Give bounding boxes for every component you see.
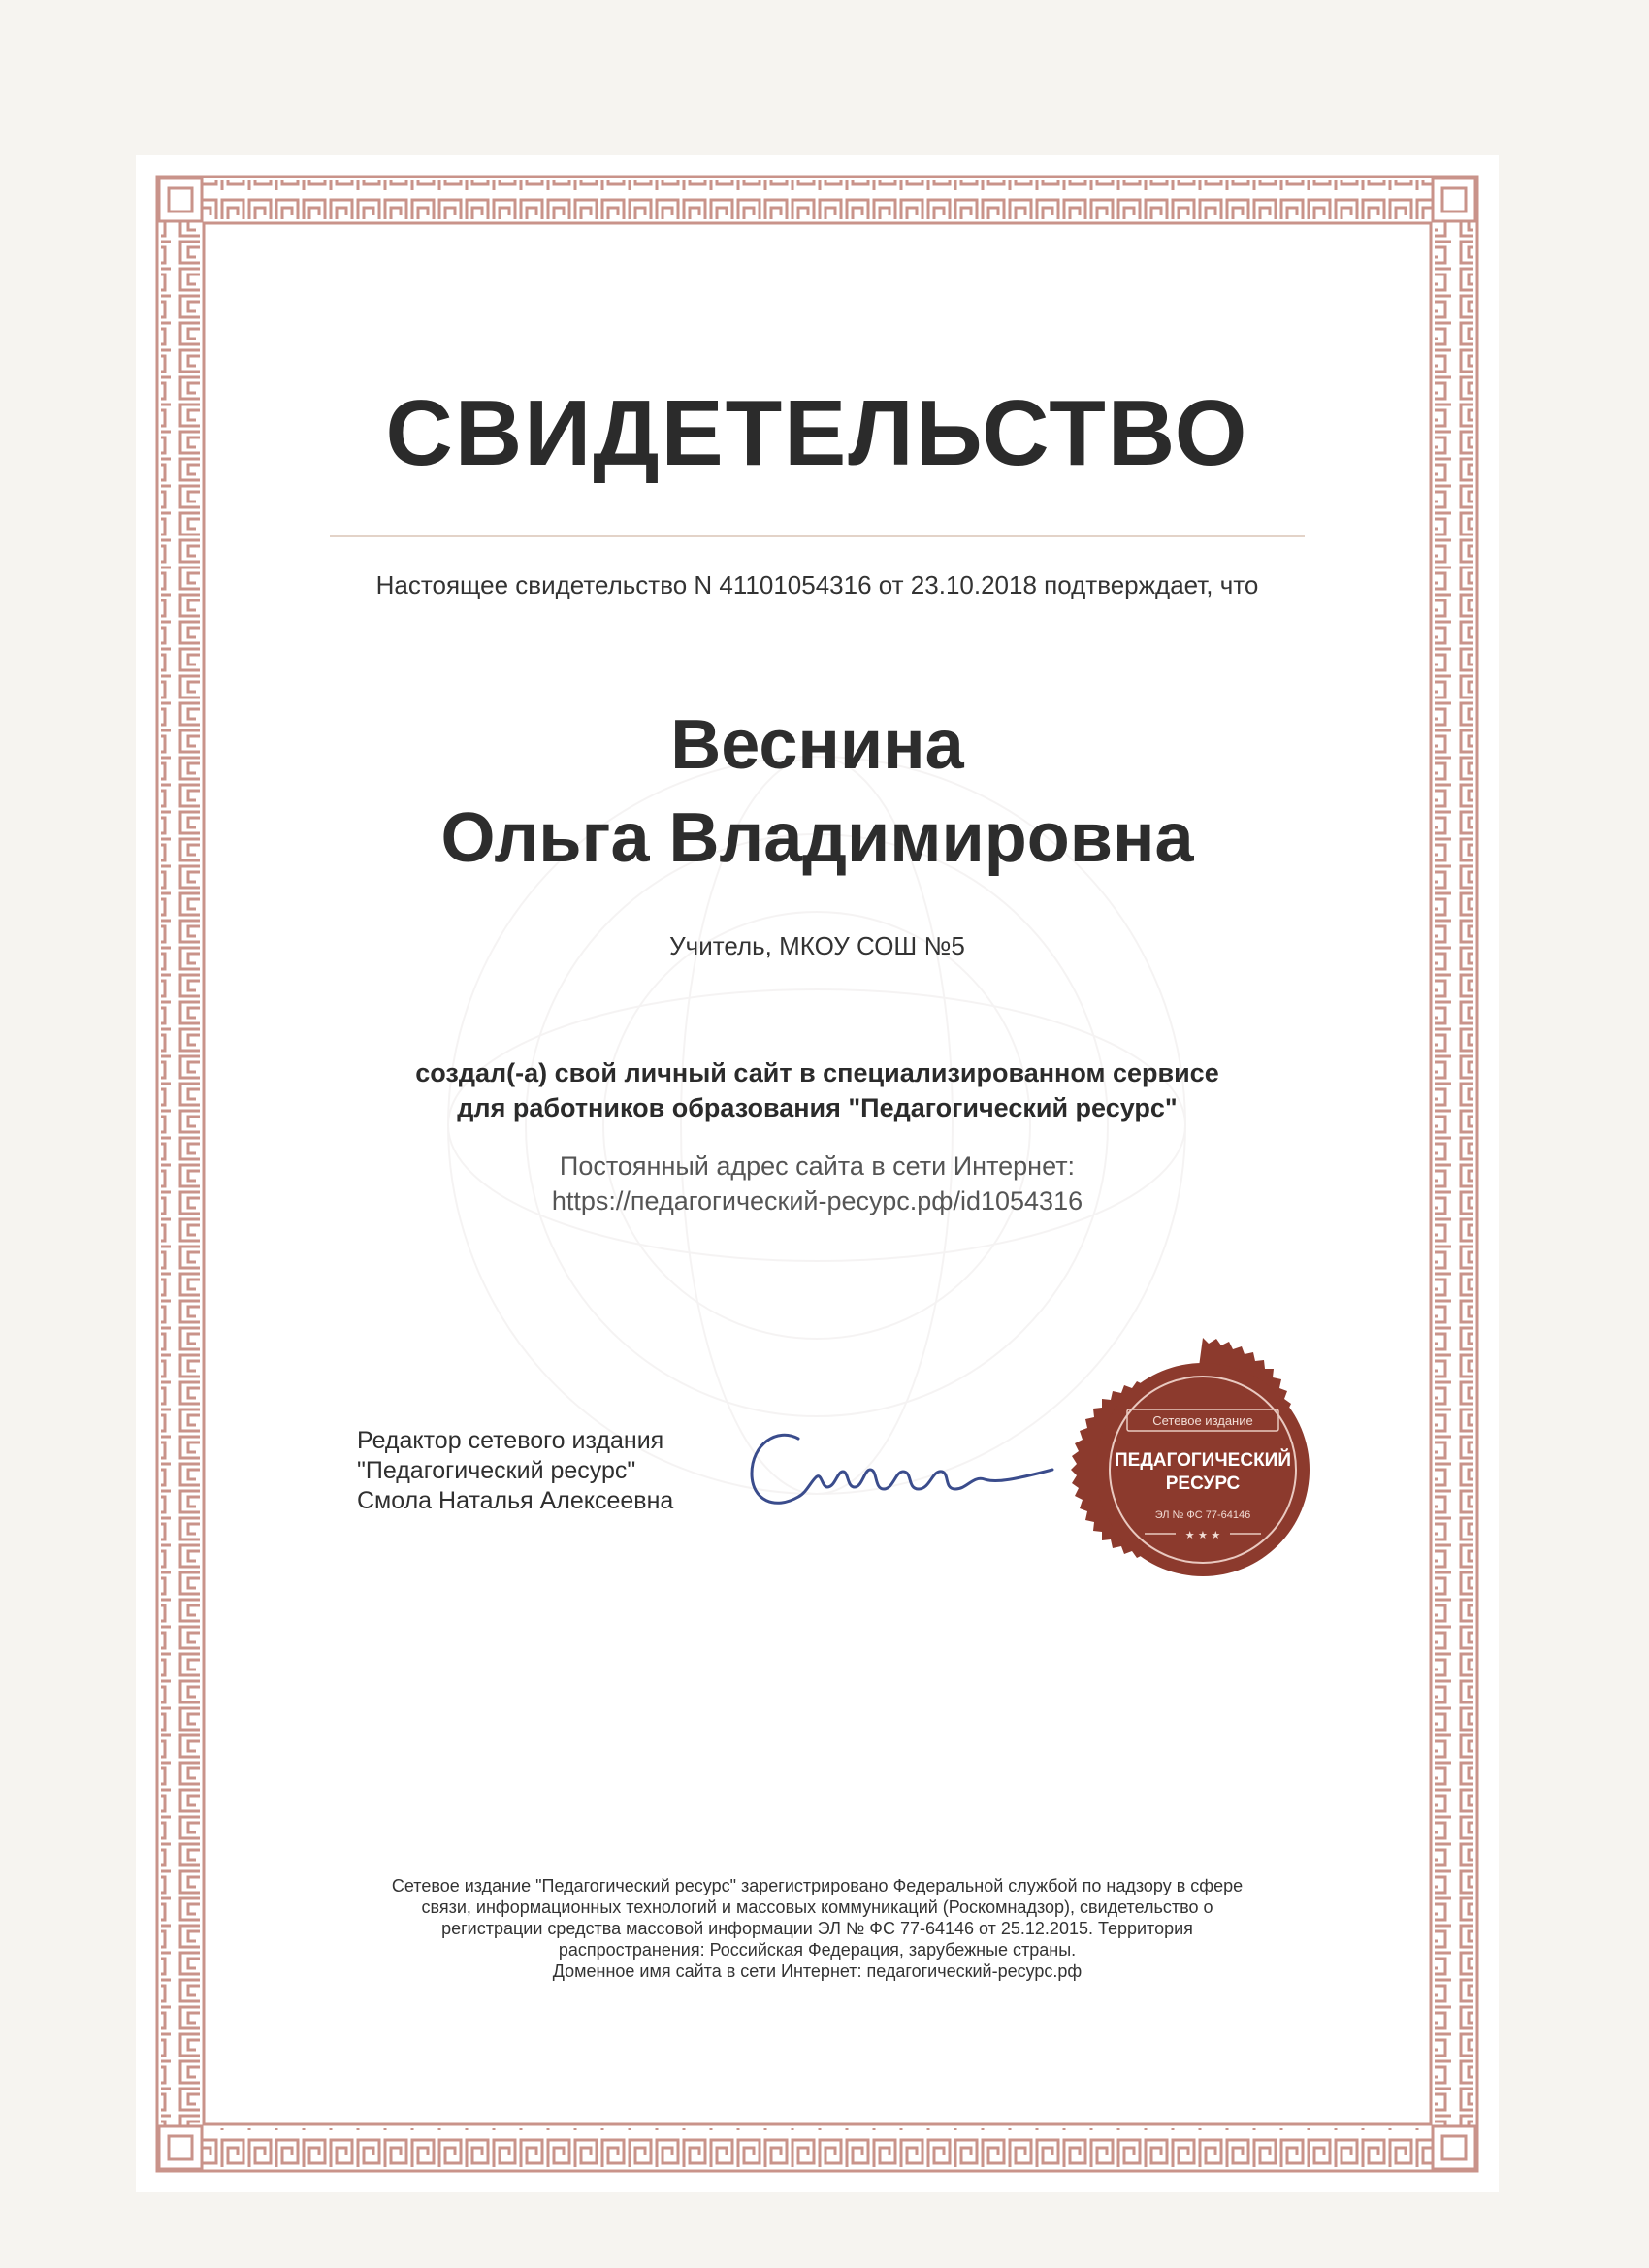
registration-footer [136, 1875, 1499, 1982]
footer-line-5: Доменное имя сайта в сети Интернет: педагогический-ресурс.рф [552, 1961, 1083, 1981]
certificate-statement [136, 1055, 1499, 1125]
footer-line-4: распространения: Российская Федерация, зарубежные страны. [558, 1940, 1077, 1960]
recipient-given-names: Ольга Владимировна [440, 799, 1194, 877]
publication-seal [1067, 1334, 1339, 1605]
site-address-label: Постоянный адрес сайта в сети Интернет: [559, 1151, 1076, 1181]
certificate-title: СВИДЕТЕЛЬСТВО [385, 381, 1249, 485]
statement-line-1: создал(-а) свой личный сайт в специализированном сервисе [415, 1058, 1219, 1087]
certificate-intro: Настоящее свидетельство N 41101054316 от 23.10.2018 подтверждает, что [375, 570, 1259, 599]
site-address [136, 1149, 1499, 1218]
editor-role: Редактор сетевого издания [357, 1427, 664, 1454]
footer-line-2: связи, информационных технологий и массовых коммуникаций (Роскомнадзор), свидетельство о [421, 1897, 1213, 1917]
seal-top-text: Сетевое издание [1152, 1413, 1253, 1428]
seal-stars: ★ ★ ★ [1184, 1529, 1221, 1541]
recipient-surname: Веснина [670, 706, 964, 784]
recipient-position: Учитель, МКОУ СОШ №5 [669, 931, 965, 960]
editor-name: Смола Наталья Алексеевна [357, 1487, 674, 1514]
statement-line-2: для работников образования "Педагогический ресурс" [457, 1093, 1178, 1122]
footer-line-3: регистрации средства массовой информации ЭЛ № ФС 77-64146 от 25.12.2015. Территория [441, 1919, 1193, 1938]
handwritten-signature [742, 1411, 1062, 1528]
editor-block [357, 1426, 673, 1516]
footer-line-1: Сетевое издание "Педагогический ресурс" зарегистрировано Федеральной службой по надзору в сфере [391, 1876, 1244, 1895]
seal-title-line-1: ПЕДАГОГИЧЕСКИЙ [1115, 1450, 1291, 1471]
editor-publication: "Педагогический ресурс" [357, 1457, 636, 1484]
certificate-sheet [136, 155, 1499, 2192]
recipient-name [136, 698, 1499, 885]
seal-title-line-2: РЕСУРС [1165, 1474, 1241, 1494]
seal-registration: ЭЛ № ФС 77-64146 [1154, 1509, 1251, 1521]
title-divider [330, 535, 1305, 537]
site-address-url: https://педагогический-ресурс.рф/id1054316 [551, 1186, 1083, 1215]
